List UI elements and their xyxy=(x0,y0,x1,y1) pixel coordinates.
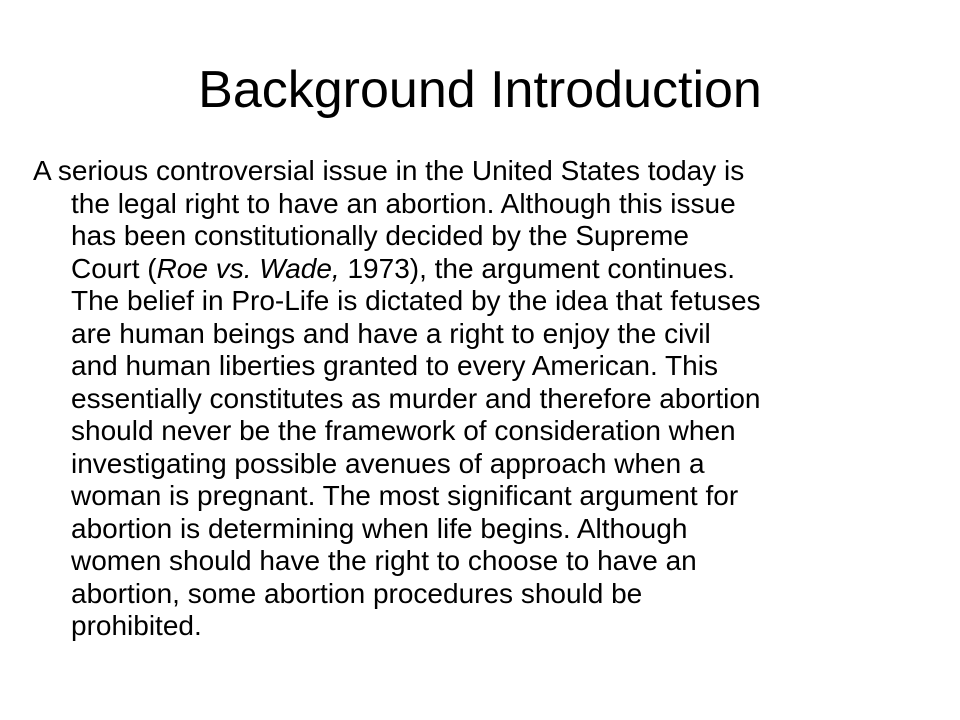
body-line: women should have the right to choose to have an xyxy=(71,545,697,576)
body-line xyxy=(33,253,933,286)
body-line: The belief in Pro-Life is dictated by the idea that fetuses xyxy=(71,285,761,316)
body-line: abortion, some abortion procedures should be xyxy=(71,577,643,609)
body-line: should never be the framework of consideration when xyxy=(71,415,736,446)
body-line: A serious controversial issue in the United States today is xyxy=(33,155,745,186)
body-line: abortion is determining when life begins. Although xyxy=(71,512,688,544)
body-line: are human beings and have a right to enjoy the civil xyxy=(71,317,711,349)
body-line: has been constitutionally decided by the Supreme xyxy=(71,220,689,251)
slide-body-text xyxy=(33,155,933,643)
body-line: prohibited. xyxy=(71,610,202,641)
body-line: and human liberties granted to every American. This xyxy=(71,350,718,381)
body-line: woman is pregnant. The most significant argument for xyxy=(71,480,739,511)
body-line: essentially constitutes as murder and therefore abortion xyxy=(71,382,761,414)
slide-title: Background Introduction xyxy=(198,61,762,119)
body-line-segment: 1973), the argument continues. xyxy=(339,252,736,284)
body-line: the legal right to have an abortion. Although this issue xyxy=(71,187,736,219)
case-citation: Roe vs. Wade, xyxy=(156,252,340,284)
body-line-segment: Court ( xyxy=(71,252,157,284)
body-line: investigating possible avenues of approach when a xyxy=(71,447,705,479)
